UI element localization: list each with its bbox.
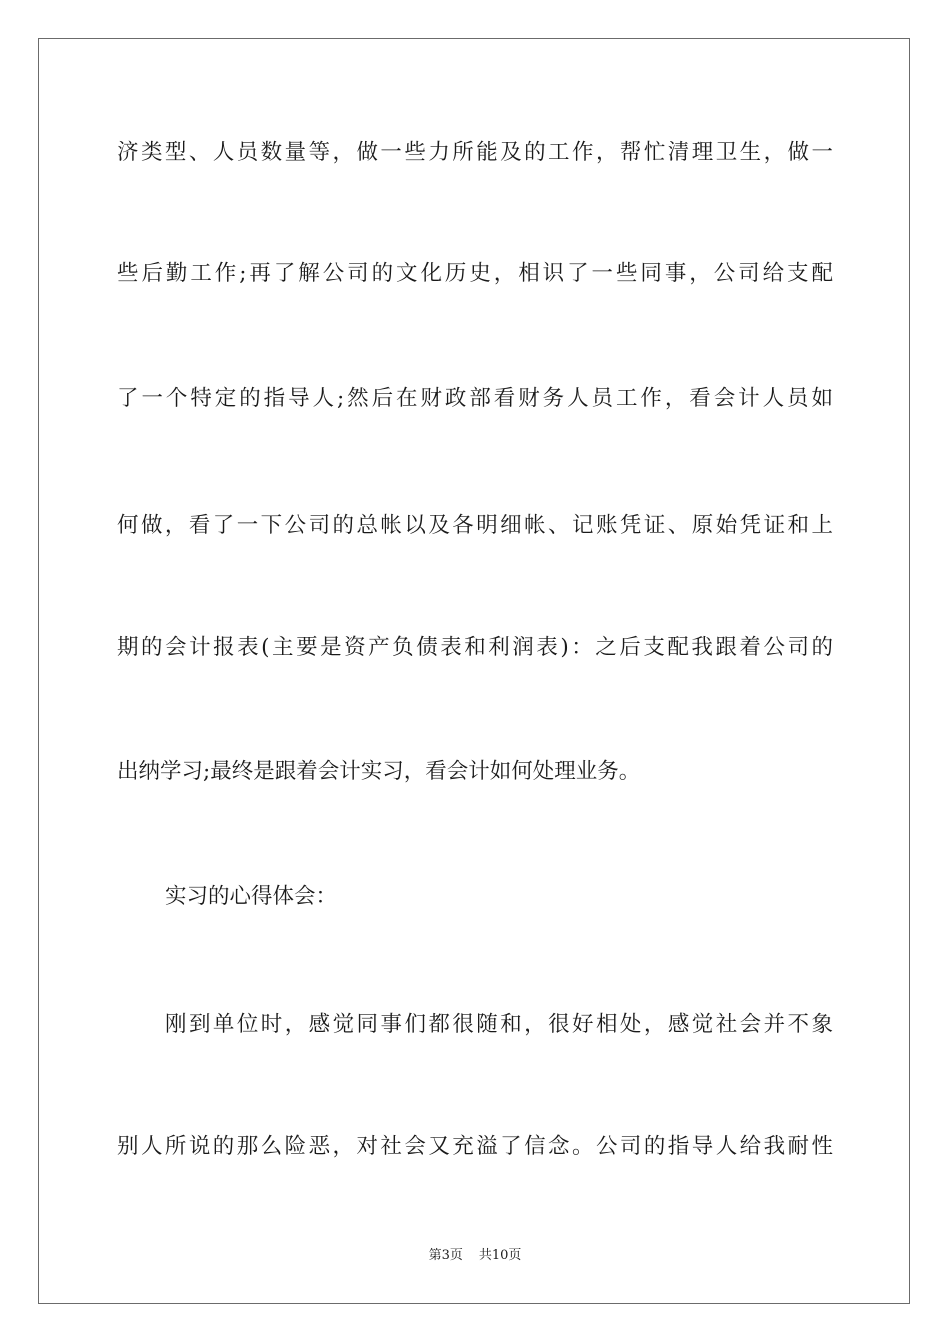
page-number: 第3页: [428, 1248, 463, 1263]
body-line-1: 济类型、人员数量等，做一些力所能及的工作，帮忙清理卫生，做一: [117, 140, 833, 165]
body-line-5: 期的会计报表(主要是资产负债表和利润表)：之后支配我跟着公司的: [117, 635, 833, 660]
body-line-2: 些后勤工作;再了解公司的文化历史，相识了一些同事，公司给支配: [117, 261, 833, 286]
paragraph2-line-1: 刚到单位时，感觉同事们都很随和，很好相处，感觉社会并不象: [165, 1012, 833, 1037]
body-line-6: 出纳学习;最终是跟着会计实习，看会计如何处理业务。: [117, 759, 641, 784]
page-footer: [0, 1247, 950, 1265]
body-line-4: 何做，看了一下公司的总帐以及各明细帐、记账凭证、原始凭证和上: [117, 513, 833, 538]
paragraph2-line-2: 别人所说的那么险恶，对社会又充溢了信念。公司的指导人给我耐性: [117, 1134, 833, 1159]
body-line-3: 了一个特定的指导人;然后在财政部看财务人员工作，看会计人员如: [117, 386, 833, 411]
page-total: 共10页: [478, 1248, 522, 1263]
section-heading: 实习的心得体会：: [165, 884, 338, 909]
page-border: [38, 38, 910, 1304]
